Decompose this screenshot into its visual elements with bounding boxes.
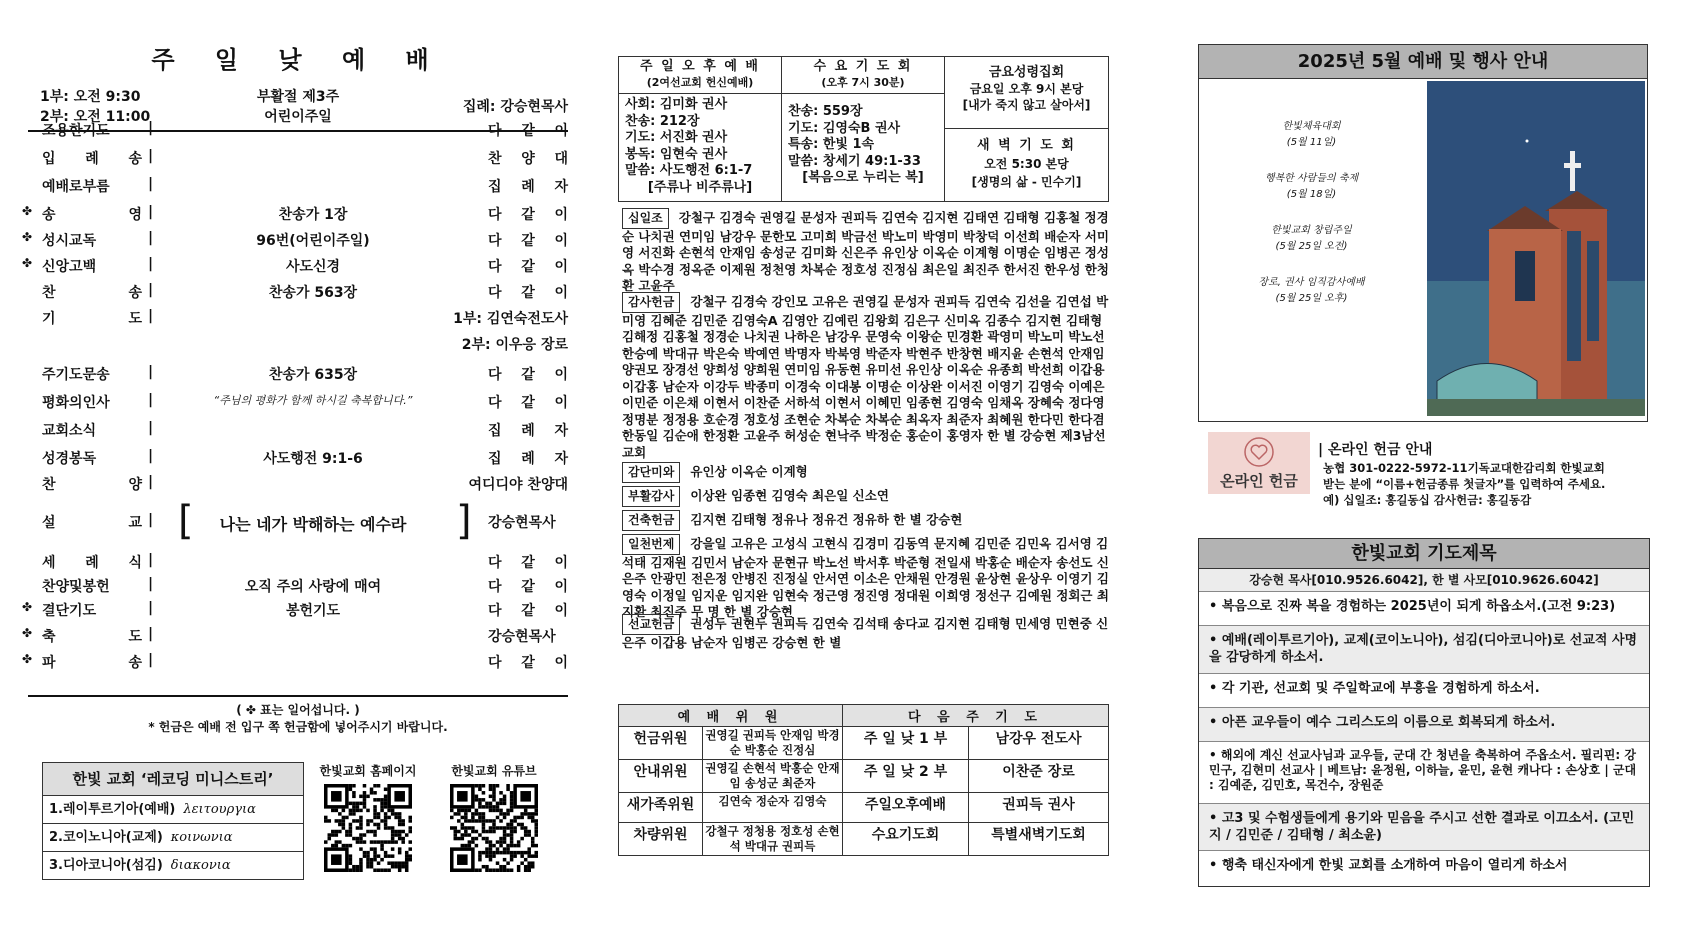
sermon-title: 나는 네가 박해하는 예수라 (219, 515, 407, 534)
season-sub-label: 어린이주일 (264, 109, 332, 125)
recording-item (43, 824, 303, 852)
online-offering-label: 온라인 헌금 (1220, 472, 1298, 490)
events-box (1198, 44, 1648, 422)
qr-code-youtube[interactable] (450, 784, 538, 872)
order-item-leader: 1부: 김연숙전도사 (453, 311, 568, 327)
separator: | (148, 308, 154, 324)
committee-members: 권영길 권피득 안재임 박경순 박홍순 진정심 (703, 727, 843, 760)
order-row (28, 364, 568, 388)
order-item-name: 주기도문송 (42, 367, 110, 383)
order-item-leader: 다 같 이 (488, 233, 568, 249)
order-row (28, 474, 568, 498)
afternoon-line: 찬송: 212장 (625, 113, 700, 129)
offering-tag: 선교헌금 (622, 614, 680, 635)
order-item-leader: 2부: 이우응 장로 (461, 337, 568, 353)
committee-header: 예 배 위 원 (619, 705, 843, 727)
separator: | (148, 652, 154, 668)
events-title: 2025년 5월 예배 및 행사 안내 (1199, 45, 1647, 79)
next-prayer-person: 특별새벽기도회 (969, 823, 1109, 856)
order-row (28, 392, 568, 416)
standing-mark: ✤ (22, 626, 33, 640)
next-prayer-person: 남강우 전도사 (969, 727, 1109, 760)
event-name: 행복한 사람들의 축제 (1264, 173, 1359, 184)
event-item (1199, 171, 1424, 203)
event-date: (5월 25일 오후) (1275, 293, 1348, 304)
order-item-name: 입 례 송 (42, 151, 142, 167)
online-example: 예) 십일조: 홍길동십 감사헌금: 홍길동감 (1323, 493, 1532, 507)
order-item-leader: 다 같 이 (488, 555, 568, 571)
bulletin-right-column (1198, 44, 1648, 873)
event-item (1199, 275, 1424, 307)
recording-item-label: 2.코이노니아(교제) (49, 830, 163, 845)
next-service: 주일오후예배 (843, 793, 969, 823)
order-item-name: 찬 양 (42, 477, 142, 493)
bullet-icon: • (1209, 811, 1222, 826)
committee-members: 김연숙 정순자 김영숙 (703, 793, 843, 823)
order-item-leader: 다 같 이 (488, 259, 568, 275)
order-item-name: 예배로부름 (42, 179, 110, 195)
prayer-item (1199, 591, 1649, 625)
bullet-icon: • (1209, 715, 1222, 730)
offering-group (622, 486, 1113, 507)
order-row (22, 600, 568, 624)
committee-row (619, 823, 1109, 856)
event-date: (5월 25일 오전) (1275, 241, 1348, 252)
service-time-2: 2부: 오전 11:00 (40, 109, 151, 125)
prayer-title: 한빛교회 기도제목 (1199, 539, 1649, 569)
order-row (28, 334, 568, 358)
order-item-leader: 다 같 이 (488, 207, 568, 223)
order-item-leader: 강승현목사 (488, 629, 556, 645)
committee-table (618, 704, 1109, 856)
wednesday-topic: [복음으로 누리는 복] (802, 170, 924, 185)
order-item-detail: 찬송가 1장 (278, 207, 348, 223)
bracket-left: [ (178, 498, 194, 544)
recording-item (43, 796, 303, 824)
order-item-detail: 96번(어린이주일) (256, 233, 370, 249)
separator: | (148, 474, 154, 490)
order-item-leader: 다 같 이 (488, 285, 568, 301)
offering-tag: 건축헌금 (622, 510, 680, 531)
prayer-item (1199, 707, 1649, 741)
wednesday-line: 특송: 한빛 1속 (788, 137, 875, 152)
event-date: (5월 11일) (1286, 137, 1337, 148)
committee-role: 새가족위원 (619, 793, 703, 823)
next-prayer-header: 다 음 주 기 도 (843, 705, 1109, 727)
order-item-leader: 다 같 이 (488, 603, 568, 619)
offering-tag: 감사헌금 (622, 292, 680, 313)
order-item-leader: 집 례 자 (488, 179, 568, 195)
event-name: 한빛교회 창립주일 (1271, 225, 1352, 236)
bracket-right: ] (456, 498, 472, 544)
order-row (22, 626, 568, 650)
offering-group (622, 208, 1113, 295)
standing-mark: ✤ (22, 652, 33, 666)
committee-row (619, 793, 1109, 823)
leader-label: 집례: 강승현목사 (462, 99, 568, 115)
afternoon-line: 말씀: 사도행전 6:1-7 (625, 163, 753, 178)
prayer-sub: 강승현 목사[010.9526.6042], 한 별 사모[010.9626.6042] (1199, 569, 1649, 591)
order-row (28, 420, 568, 444)
order-row (28, 282, 568, 306)
order-item-name: 교회소식 (42, 423, 97, 439)
friday-title: 금요성령집회 (988, 65, 1065, 80)
order-item-leader: 집 례 자 (488, 451, 568, 467)
bullet-icon: • (1209, 633, 1222, 648)
separator: | (148, 148, 154, 164)
qr-youtube-label: 한빛교회 유튜브 (451, 764, 537, 778)
order-item-name: 찬양및봉헌 (42, 579, 110, 595)
order-item-leader: 찬 양 대 (488, 151, 568, 167)
afternoon-line: 기도: 서진화 권사 (625, 130, 728, 145)
prayer-item (1199, 673, 1649, 707)
committee-role: 차량위원 (619, 823, 703, 856)
wednesday-line: 기도: 김영숙B 권사 (788, 120, 901, 136)
event-name: 한빛체육대회 (1282, 121, 1341, 132)
order-row (28, 498, 568, 544)
prayer-text: 행축 태신자에게 한빛 교회를 소개하여 마음이 열리게 하소서 (1221, 858, 1568, 873)
online-offering-title: | 온라인 헌금 안내 (1318, 442, 1433, 458)
offering-names: 강철구 김경숙 강인모 고유은 권영길 문성자 권피득 김연숙 김선을 김연섭 박미영 김혜준 김민준 김영숙A 김영안 김예린 김왕회 김은구 신미옥 김종수 김지현 김태형 김해정 김홍철 정경순 나치권 나하은 남강우 문영숙 이왕순 민경환 곽영미 박노미 박노선 한승예 박대규 박은숙 박예연 박명자 박북영 박준자 박현주 반창현 배지윤 손현석 안재임 양권모 장경선 양희성 양희원 연미임 유동현 유미선 유인상 이옥순 유종희 박선희 이갑용 이갑홍 남순자 이강두 박종미 이경숙 이대봉 이명순 이상완 이서진 이영기 김영숙 이예은 이민준 이은채 이현서 이찬준 서하석 이현서 이혜민 임종현 김영숙 임채옥 장혜숙 정다영 정명분 정정용 호순경 정호성 조현순 차복순 차복순 최옥자 최준자 최혜원 한다민 한다겸 한동일 김순애 한정환 고윤주 허성순 현낙주 박정순 홍순이 홍영자 한 별 강승현 제3남선교회 (622, 294, 1109, 460)
greek-word: λειτουργια (183, 802, 256, 817)
offering-group (622, 462, 1113, 483)
order-row (28, 176, 568, 200)
prayer-text: 고3 및 수험생들에게 용기와 믿음을 주시고 선한 결과로 이끄소서. (고민지 / 김민준 / 김태형 / 최소윤) (1209, 811, 1635, 843)
order-item-name: 찬 송 (42, 285, 142, 301)
online-offering-badge (1208, 432, 1310, 494)
separator: | (148, 282, 154, 298)
recording-title: 한빛 교회 ‘레코딩 미니스트리’ (43, 763, 303, 796)
afternoon-service-sub: (2여선교회 헌신예배) (646, 76, 754, 89)
offering-group (622, 510, 1113, 531)
order-item-name: 성시교독 (42, 233, 97, 249)
order-item-leader: 다 같 이 (488, 579, 568, 595)
wednesday-service-sub: (오후 7시 30분) (821, 76, 905, 89)
separator: | (148, 364, 154, 380)
standing-mark: ✤ (22, 256, 33, 270)
page-title: 주 일 낮 예 배 (151, 46, 445, 74)
bullet-icon: • (1209, 599, 1222, 614)
order-item-name: 성경봉독 (42, 451, 97, 467)
standing-mark: ✤ (22, 230, 33, 244)
order-row (22, 204, 568, 228)
separator: | (148, 576, 154, 592)
separator: | (148, 230, 154, 246)
order-item-name: 세 례 식 (42, 555, 142, 571)
offering-tag: 감단미와 (622, 462, 680, 483)
greek-word: κοινωνια (170, 830, 233, 845)
offering-group (622, 614, 1113, 651)
committee-members: 강철구 정청용 정호성 손현석 박대규 권피득 (703, 823, 843, 856)
bulletin-middle-column (618, 56, 1109, 853)
prayer-text: 해외에 계신 선교사님과 교우들, 군대 간 청년을 축복하여 주옵소서. 필리핀: 강민구, 김현미 선교사 | 베트남: 윤정원, 이하늘, 윤민, 윤현 캐나다 : 손상호 | 군대 : 김예준, 김민호, 목건수, 장원준 (1209, 748, 1637, 792)
prayer-item (1199, 625, 1649, 673)
separator: | (148, 176, 154, 192)
offering-names: 강철구 김경숙 권영길 문성자 권피득 김연숙 김지현 김태연 김태형 김홍철 정경순 나치권 연미임 남강우 문한모 고미희 박금선 박노미 박영미 박창덕 이선희 배순자 서미영 서진화 손현석 안재임 송성군 김미화 신은주 유인상 이옥순 이계형 이명순 임병곤 정성옥 박수경 정옥준 이제원 정천영 차복순 정호성 진정심 최은일 최진주 한서진 한우성 한청환 고윤주 (622, 210, 1109, 293)
next-service: 주 일 낮 2 부 (843, 760, 969, 793)
afternoon-service-cell (619, 57, 782, 202)
wednesday-service-title: 수 요 기 도 회 (813, 59, 913, 74)
separator: | (148, 626, 154, 642)
order-item-leader: 강승현목사 (488, 515, 556, 531)
offering-note: * 헌금은 예배 전 입구 쪽 헌금함에 넣어주시기 바랍니다. (148, 720, 448, 734)
next-service: 수요기도회 (843, 823, 969, 856)
afternoon-service-title: 주 일 오 후 예 배 (640, 59, 760, 74)
heart-icon (1243, 436, 1275, 468)
committee-row (619, 727, 1109, 760)
event-item (1199, 223, 1424, 255)
order-row (28, 576, 568, 600)
separator: | (148, 256, 154, 272)
offering-names: 유인상 이옥순 이계형 (690, 464, 808, 479)
afternoon-line: 사회: 김미화 권사 (625, 97, 728, 112)
dawn-title: 새 벽 기 도 회 (977, 138, 1076, 153)
order-row (22, 652, 568, 676)
committee-role: 헌금위원 (619, 727, 703, 760)
afternoon-topic: [주류나 비주류나] (647, 179, 753, 195)
order-item-leader: 집 례 자 (488, 423, 568, 439)
order-item-leader: 다 같 이 (488, 367, 568, 383)
separator: | (148, 120, 154, 136)
event-item (1199, 119, 1424, 151)
prayer-text: 예배(레이투르기아), 교제(코이노니아), 섬김(디아코니아)로 선교적 사명을 감당하게 하소서. (1209, 633, 1638, 665)
dawn-line: 오전 5:30 본당 (984, 157, 1069, 171)
offering-group (622, 292, 1113, 461)
prayer-text: 각 기관, 선교회 및 주일학교에 부흥을 경험하게 하소서. (1221, 681, 1540, 696)
committee-row (619, 760, 1109, 793)
prayer-box (1198, 538, 1650, 887)
order-item-name: 기 도 (42, 311, 142, 327)
separator: | (148, 552, 154, 568)
order-item-leader: 여디디야 찬양대 (468, 477, 568, 493)
order-row (22, 256, 568, 280)
order-item-name: 평화의인사 (42, 395, 110, 411)
dawn-line: [생명의 삶 - 민수기] (971, 175, 1082, 189)
order-item-detail: “주님의 평화가 함께 하시길 축복합니다.” (213, 394, 413, 407)
order-item-detail: 봉헌기도 (285, 603, 341, 619)
order-row (28, 448, 568, 472)
offering-tag: 십일조 (622, 208, 669, 229)
recording-ministry-box (42, 762, 304, 880)
order-item-leader: 다 같 이 (488, 395, 568, 411)
order-item-detail: 오직 주의 사랑에 매여 (244, 579, 382, 595)
order-item-detail: 사도행전 9:1-6 (263, 451, 363, 467)
separator: | (148, 204, 154, 220)
bank-account: 농협 301-0222-5972-11기독교대한감리회 한빛교회 (1323, 461, 1605, 475)
bullet-icon: • (1209, 681, 1222, 696)
qr-home-label: 한빛교회 홈페이지 (319, 764, 417, 778)
online-offering-info (1323, 460, 1605, 508)
order-item-name: 신앙고백 (42, 259, 97, 275)
next-prayer-person: 이찬준 장로 (969, 760, 1109, 793)
offering-names: 김지현 김태형 정유나 정유건 정유하 한 별 강승현 (690, 512, 963, 527)
separator: | (148, 448, 154, 464)
wednesday-line: 찬송: 559장 (788, 104, 863, 119)
prayer-list (1199, 591, 1649, 886)
order-item-detail: 사도신경 (285, 259, 341, 275)
prayer-item (1199, 850, 1649, 886)
offering-tag: 부활감사 (622, 486, 680, 507)
online-instruction: 받는 분에 “이름+헌금종류 첫글자”를 입력하여 주세요. (1323, 477, 1606, 491)
friday-line: 금요일 오후 9시 본당 (969, 82, 1084, 96)
afternoon-line: 봉독: 임현숙 권사 (625, 146, 728, 162)
order-item-name: 송 영 (42, 207, 142, 223)
friday-line: [내가 죽지 않고 살아서] (962, 98, 1091, 112)
offering-tag: 일천번제 (622, 534, 680, 555)
prayer-text: 아픈 교우들이 예수 그리스도의 이름으로 회복되게 하소서. (1221, 715, 1556, 730)
offering-names: 강을일 고유은 고성식 고현식 김경미 김동역 문지혜 김민준 김민옥 김서영 김석태 김재원 김민서 남순자 문현규 박노선 박서후 박준형 전일새 박홍순 배순자 송선도 신은주 안광민 전은정 안병진 진정실 안서연 이소은 안채원 안경원 윤상현 윤상우 이영기 김영숙 이정일 임지운 임지완 임현숙 정근영 정진영 정대원 이희영 정선구 김예원 정회근 최지환 최진주 무 명 한 별 강승현 (622, 536, 1109, 619)
season-label: 부활절 제3주 (256, 89, 340, 105)
order-item-name: 파 송 (42, 655, 142, 671)
separator: | (148, 600, 154, 616)
order-row (28, 308, 568, 332)
prayer-item (1199, 741, 1649, 803)
order-row (22, 230, 568, 254)
greek-word: διακονια (170, 858, 231, 873)
wednesday-service-cell (782, 57, 945, 202)
order-item-name: 축 도 (42, 629, 142, 645)
event-name: 장로, 권사 임직감사예배 (1258, 277, 1365, 288)
standing-mark: ✤ (22, 204, 33, 218)
recording-item (43, 852, 303, 880)
events-list (1199, 119, 1424, 327)
separator: | (148, 512, 154, 528)
qr-code-homepage[interactable] (324, 784, 412, 872)
order-item-leader: 다 같 이 (488, 655, 568, 671)
committee-role: 안내위원 (619, 760, 703, 793)
divider (28, 695, 568, 697)
order-row (28, 552, 568, 576)
prayer-item (1199, 803, 1649, 850)
prayer-text: 복음으로 진짜 복을 경험하는 2025년이 되게 하옵소서.(고전 9:23) (1221, 599, 1616, 614)
order-item-leader: 다 같 이 (488, 123, 568, 139)
next-prayer-person: 권피득 권사 (969, 793, 1109, 823)
offering-group (622, 534, 1113, 621)
standing-note: ( ✤ 표는 일어섭니다. ) (236, 703, 360, 717)
order-row (28, 120, 568, 144)
order-row (28, 148, 568, 172)
next-service: 주 일 낮 1 부 (843, 727, 969, 760)
event-date: (5월 18일) (1286, 189, 1337, 200)
separator: | (148, 420, 154, 436)
order-item-name: 설 교 (42, 515, 142, 531)
bullet-icon: • (1209, 858, 1222, 873)
order-item-name: 결단기도 (42, 603, 97, 619)
friday-dawn-cell (945, 57, 1109, 202)
recording-item-label: 1.레이투르기아(예배) (49, 802, 176, 817)
committee-members: 권영길 손현석 박홍순 안재임 송성군 최준자 (703, 760, 843, 793)
services-table (618, 56, 1109, 202)
service-time-1: 1부: 오전 9:30 (40, 89, 141, 105)
church-illustration (1427, 81, 1645, 416)
recording-item-label: 3.디아코니아(섬김) (49, 858, 163, 873)
order-item-detail: 찬송가 563장 (268, 285, 358, 301)
offering-names: 이상완 임종현 김영숙 최은일 신소연 (690, 488, 889, 503)
offering-names: 권성두 권현두 권피득 김연숙 김석태 송다교 김지현 김태형 민세영 민현중 신은주 이갑용 남순자 임병곤 강승현 한 별 (622, 616, 1109, 650)
bullet-icon: • (1209, 748, 1221, 762)
separator: | (148, 392, 154, 408)
standing-mark: ✤ (22, 600, 33, 614)
order-item-detail: 찬송가 635장 (268, 367, 358, 383)
wednesday-line: 말씀: 창세기 49:1-33 (788, 153, 921, 169)
order-item-name: 조용한기도 (42, 123, 110, 139)
